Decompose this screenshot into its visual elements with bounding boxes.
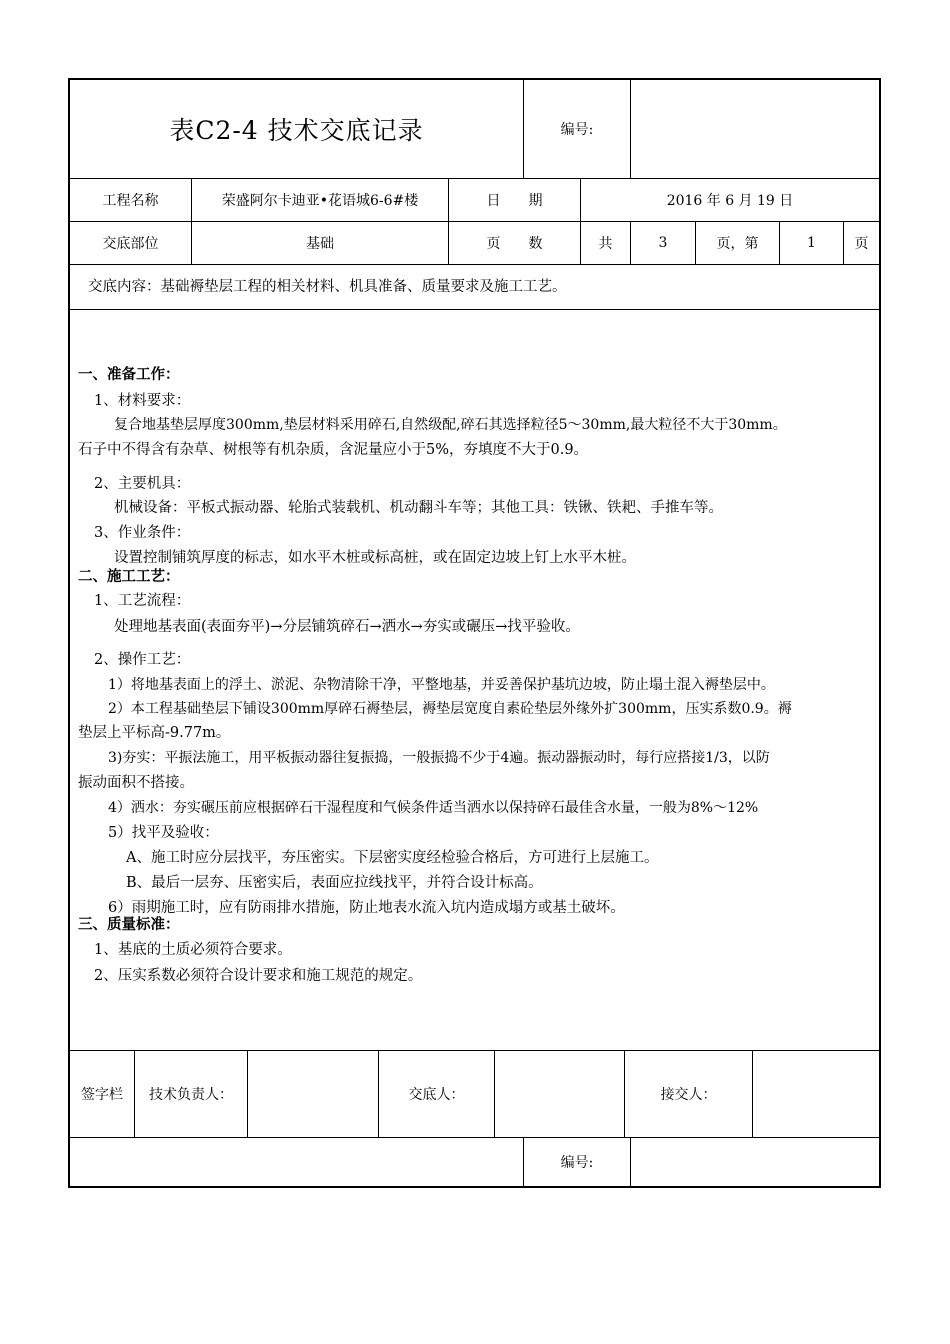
form-title: 表C2-4 技术交底记录 (169, 116, 424, 145)
row-divider (68, 309, 881, 310)
content-line: 复合地基垫层厚度300mm,垫层材料采用碎石,自然级配,碎石其选择粒径5～30mm,最大粒径不大于30mm。 (114, 417, 787, 433)
receiver-signature[interactable] (753, 1051, 879, 1137)
number-label: 编号: (560, 122, 594, 138)
content-line: 1、工艺流程： (94, 593, 191, 609)
content-line: 振动面积不搭接。 (78, 775, 194, 791)
content-line: 处理地基表面(表面夯平)→分层铺筑碎石→洒水→夯实或碾压→找平验收。 (114, 619, 580, 635)
footer-number-label: 编号: (560, 1155, 594, 1171)
section-heading: 一、准备工作： (78, 366, 180, 383)
page-mid-label: 页，第 (716, 236, 759, 252)
handover-label: 交底人： (408, 1087, 465, 1103)
content-line: B、最后一层夯、压密实后，表面应拉线找平，并符合设计标高。 (126, 875, 543, 891)
content-line: A、施工时应分层找平，夯压密实。下层密实度经检验合格后，方可进行上层施工。 (126, 850, 659, 866)
content-line: 设置控制铺筑厚度的标志，如水平木桩或标高桩，或在固定边坡上钉上水平木桩。 (114, 550, 636, 566)
disclosure-part-label: 交底部位 (102, 236, 159, 252)
content-line: 5）找平及验收： (108, 825, 219, 841)
handover-signature[interactable] (495, 1051, 624, 1137)
content-line: 4）洒水：夯实碾压前应根据碎石干湿程度和气候条件适当洒水以保持碎石最佳含水量，一般为8%～12% (108, 800, 759, 816)
page-number: 1 (807, 235, 816, 251)
tech-lead-signature[interactable] (248, 1051, 378, 1137)
disclosure-part-value: 基础 (306, 236, 334, 252)
project-name-label: 工程名称 (102, 193, 159, 209)
content-line: 石子中不得含有杂草、树根等有机杂质，含泥量应小于5%，夯填度不大于0.9。 (78, 442, 589, 458)
content-line: 2、主要机具： (94, 476, 191, 492)
content-line: 6）雨期施工时，应有防雨排水措施，防止地表水流入坑内造成塌方或基土破坏。 (108, 900, 625, 916)
row-divider (68, 264, 881, 265)
receiver-label: 接交人： (660, 1087, 717, 1103)
date-label: 日 期 (486, 193, 543, 209)
page-suffix: 页 (854, 236, 869, 252)
total-prefix: 共 (598, 236, 613, 252)
content-line: 2）本工程基础垫层下铺设300mm厚碎石褥垫层，褥垫层宽度自素砼垫层外缘外扩300mm，压实系数0.9。褥 (108, 701, 792, 717)
number-value (631, 80, 879, 178)
total-pages: 3 (658, 235, 668, 251)
content-line: 垫层上平标高-9.77m。 (78, 725, 231, 741)
footer-number-value (631, 1138, 879, 1186)
content-line: 2、压实系数必须符合设计要求和施工规范的规定。 (94, 968, 423, 984)
content-line: 1）将地基表面上的浮土、淤泥、杂物清除干净，平整地基，并妥善保护基坑边坡，防止塌土混入褥垫层中。 (108, 677, 775, 693)
content-line: 3)夯实：平振法施工，用平板振动器往复振捣，一般振捣不少于4遍。振动器振动时，每行应搭接1/3，以防 (108, 750, 770, 766)
project-name-value: 荣盛阿尔卡迪亚•花语城6-6#楼 (221, 193, 419, 209)
disclosure-summary: 交底内容：基础褥垫层工程的相关材料、机具准备、质量要求及施工工艺。 (88, 279, 567, 295)
tech-lead-label: 技术负责人： (149, 1087, 233, 1103)
section-heading: 二、施工工艺： (78, 568, 180, 585)
signature-row-label: 签字栏 (81, 1087, 123, 1103)
content-line: 3、作业条件： (94, 525, 191, 541)
section-heading: 三、质量标准： (78, 916, 180, 933)
content-line: 1、基底的土质必须符合要求。 (94, 942, 292, 958)
content-line: 1、材料要求： (94, 393, 191, 409)
page-count-label: 页 数 (486, 236, 543, 252)
date-value: 2016 年 6 月 19 日 (666, 193, 794, 209)
content-line: 机械设备：平板式振动器、轮胎式装载机、机动翻斗车等；其他工具：铁锹、铁耙、手推车等。 (114, 500, 723, 516)
content-line: 2、操作工艺： (94, 652, 191, 668)
